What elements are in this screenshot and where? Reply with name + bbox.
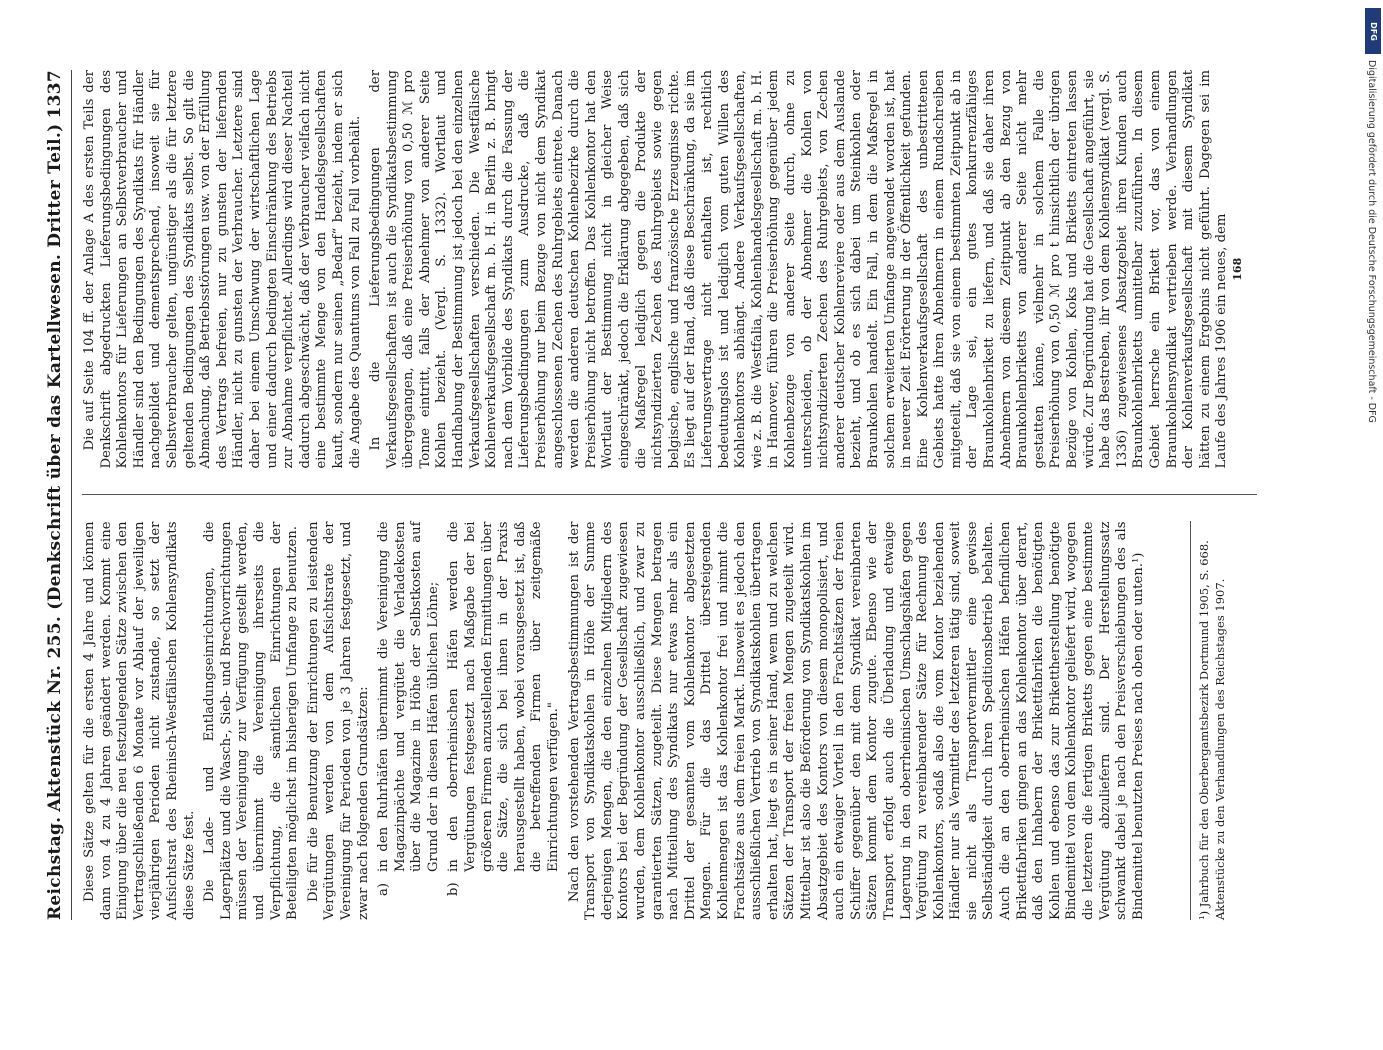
paragraph: Die auf Seite 104 ff. der Anlage A des ersten Teils der Denkschrift abgedruckten Lieferungsbedingungen des Kohlenkontors für Lieferungen an Selbstverbraucher und Händler sind den Bedingungen des Syndikats für Händler nachgebildet und dementsprechend, insoweit sie für Selbstverbraucher gelten, ungünstiger als die für letztere geltenden Bedingungen des Syndikats selbst. So gilt die Abmachung, daß Betriebsstörungen usw. von der Erfüllung des Vertrags befreien, nur zu gunsten der liefernden Händler, nicht zu gunsten der Verbraucher. Letztere sind daher bei einem Umschwung der wirtschaftlichen Lage und einer dadurch bedingten Einschränkung des Betriebs zur Abnahme verpflichtet. Allerdings wird dieser Nachteil dadurch abgeschwächt, daß der Verbraucher vielfach nicht eine bestimmte Menge von den Handelsgesellschaften kauft, sondern nur seinen „Bedarf“ bezieht, indem er sich die Angabe des Quantums von Fall zu Fall vorbehält. — [82, 70, 363, 469]
running-head — [45, 70, 72, 920]
footnote: ¹) Jahrbuch für den Oberbergamtsbezirk Dortmund 1905, S. 668. — [1197, 540, 1211, 920]
left-column — [82, 522, 1257, 921]
digitization-note-text: Digitalisierung gefördert durch die Deutsche Forschungsgemeinschaft - DFG — [1366, 60, 1377, 423]
paragraph: Die für die Benutzung der Einrichtungen zu leistenden Vergütungen werden von dem Aufsichtsrate der Vereinigung für Perioden von je 3 Jahren festgesetzt, und zwar nach folgenden Grundsätzen: — [305, 521, 371, 920]
list-item — [376, 522, 442, 897]
column-divider — [82, 495, 1257, 496]
page-number: 168 — [1231, 257, 1245, 281]
right-column — [82, 70, 1257, 469]
running-head-left: Reichstag. — [45, 816, 65, 920]
list-text: in den oberrheinischen Häfen werden die Vergütungen festgesetzt nach Maßgabe der bei größeren Firmen anzustellenden Ermittlungen über die Sätze, die sich bei ihnen in der Praxis herausgestellt haben, wobei vorausgesetzt ist, daß die betreffenden Firmen über zeitgemäße Einrichtungen verfügen." — [446, 521, 562, 872]
footnotes — [1190, 522, 1229, 921]
paragraph: Nach den vorstehenden Vertragsbestimmungen ist der Transport von Syndikatskohlen in Höhe der Summe derjenigen Mengen, die den einzelnen Mitgliedern des Kontors bei der Begründung der Gesellschaft zugewiesen wurden, dem Kohlenkontor ausschließlich, und zwar zu garantierten Sätzen, zugeteilt. Diese Mengen betragen nach Mitteilung des Syndikats nur etwas mehr als ein Drittel der gesamten vom Kohlenkontor abgesetzten Mengen. Für die das Drittel übersteigenden Kohlenmengen ist das Kohlenkontor frei und nimmt die Frachtsätze aus dem freien Markt. Insoweit es jedoch den ausschließlichen Vertrieb von Syndikatskohlen übertragen erhalten hat, liegt es in seiner Hand, wem und zu welchen Sätzen der Transport der freien Mengen zugeteilt wird. Mittelbar ist also die Beförderung von Syndikatskohlen im Absatzgebiet des Kontors von diesem monopolisiert, und auch ein etwaiger Vorteil in den Frachtsätzen der freien Schiffer gegenüber den mit dem Syndikat vereinbarten Sätzen kommt dem Kontor zugute. Ebenso wie der Transport erfolgt auch die Überladung und etwaige Lagerung in den oberrheinischen Umschlagshäfen gegen Vergütung zu vereinbarender Sätze für Rechnung des Kohlenkontors, sodaß also die vom Kontor beziehenden Händler nur als Vermittler des letzteren tätig sind, soweit sie nicht als Transportvermittler eine gewisse Selbständigkeit durch ihren Speditionsbetrieb behalten. Auch die an den oberrheinischen Häfen befindlichen Brikettfabriken gingen an das Kohlenkontor über derart, daß den Inhabern der Brikettfabriken die benötigten Kohlen und ebenso das zur Brikettherstellung benötigte Bindemittel von dem Kohlenkontor geliefert wird, wogegen die letzteren die fertigen Briketts gegen eine bestimmte Vergütung abzuliefern sind. Der Herstellungssatz schwankt dabei je nach den Preisverschiebungen des als Bindemittel benutzten Preises nach oben oder unten.¹) — [566, 521, 1146, 920]
running-head-title: Aktenstück Nr. 255. (Denkschrift über das Kartellwesen. Dritter Teil.) — [45, 123, 65, 812]
paragraph: Diese Sätze gelten für die ersten 4 Jahre und können dann von 4 zu 4 Jahren geändert werden. Kommt eine Einigung über die neu festzulegenden Sätze zwischen den Vertragschließenden 6 Monate vor Ablauf der jeweiligen vierjährigen Perioden nicht zustande, so setzt der Aufsichtsrat des Rheinisch-Westfälischen Kohlensyndikats diese Sätze fest. — [82, 521, 197, 920]
list-item — [446, 522, 562, 897]
document-page — [35, 50, 1325, 950]
list-marker: b) — [446, 882, 462, 896]
text-columns — [82, 70, 1257, 920]
list-marker: a) — [376, 882, 392, 896]
paragraph: In die Lieferungsbedingungen der Verkaufsgesellschaften ist auch die Syndikatsbestimmung übergegangen, daß eine Preiserhöhung von 0,50 ℳ pro Tonne eintritt, falls der Abnehmer von anderer Seite Kohlen bezieht. (Vergl. S. 1332). Wortlaut und Handhabung der Bestimmung ist jedoch bei den einzelnen Verkaufsgesellschaften verschieden. Die Westfälische Kohlenverkaufsgesellschaft m. b. H. in Berlin z. B. bringt nach dem Vorbilde des Syndikats durch die Fassung der Lieferungsbedingungen zum Ausdrucke, daß die Preiserhöhung nur beim Bezuge von nicht dem Syndikat angeschlossenen Zechen des Ruhrgebiets eintrete. Danach werden die anderen deutschen Kohlenbezirke durch die Preiserhöhung nicht betroffen. Das Kohlenkontor hat den Wortlaut der Bestimmung nicht in gleicher Weise eingeschränkt, jedoch die Erklärung abgegeben, daß sich die Maßregel lediglich gegen die Produkte der nichtsyndizierten Zechen des Ruhrgebiets sowie gegen belgische, englische und französische Erzeugnisse richte. Es liegt auf der Hand, daß diese Beschränkung, da sie im Lieferungsvertrage nicht enthalten ist, rechtlich bedeutungslos ist und lediglich vom guten Willen des Kohlenkontors abhängt. Andere Verkaufsgesellschaften, wie z. B. die Westfalia, Kohlenhandelsgesellschaft m. b. H. in Hannover, führen die Preiserhöhung gegenüber jedem Kohlenbezuge von anderer Seite durch, ohne zu unterscheiden, ob der Abnehmer die Kohlen von nichtsyndizierten Zechen des Ruhrgebiets, von Zechen anderer deutscher Kohlenreviere oder aus dem Auslande bezieht, und ob es sich dabei um Steinkohlen oder Braunkohlen handelt. Ein Fall, in dem die Maßregel in solchem erweiterten Umfange angewendet worden ist, hat in neuerer Zeit Erörterung in der Öffentlichkeit gefunden. Eine Kohlenverkaufsgesellschaft des unbestrittenen Gebiets hatte ihren Abnehmern in einem Rundschreiben mitgeteilt, daß sie von einem bestimmten Zeitpunkt ab in der Lage sei, ein gutes konkurrenzfähiges Braunkohlenbrikett zu liefern, und daß sie daher ihren Abnehmern von diesem Zeitpunkt ab den Bezug von Braunkohlenbriketts von anderer Seite nicht mehr gestatten könne, vielmehr in solchem Falle die Preiserhöhung von 0,50 ℳ pro t hinsichtlich der übrigen Bezüge von Kohlen, Koks und Briketts eintreten lassen würde. Zur Begründung hat die Gesellschaft angeführt, sie habe das Bestreben, ihr von dem Kohlensyndikat (vergl. S. 1336) zugewiesenes Absatzgebiet ihren Kunden auch Braunkohlenbriketts umnittelbar zuzuführen. In diesem Gebiet herrsche ein Brikett vor, das von einem Braunkohlensyndikat vertrieben werde. Verhandlungen der Kohlenverkaufsgesellschaft mit diesem Syndikat hätten zu einem Ergebnis nicht geführt. Dagegen sei im Laufe des Jahres 1906 ein neues, dem — [368, 70, 1230, 469]
list-text: in den Ruhrhäfen übernimmt die Vereinigung die Magazinpächte und vergütet die Verladekosten über die Magazine in Höhe der Selbstkosten auf Grund der in diesen Häfen üblichen Löhne; — [376, 521, 441, 872]
running-head-page: 1337 — [45, 70, 65, 119]
dfg-logo: DFG — [1365, 8, 1381, 54]
footer-source: Aktenstücke zu den Verhandlungen des Reichstages 1907. — [1213, 578, 1227, 920]
paragraph: Die Lade- und Entladungseinrichtungen, die Lagerplätze und die Wasch-, Sieb- und Brechvorrichtungen müssen der Vereinigung zur Verfügung gestellt werden, und übernimmt die Vereinigung ihrerseits die Verpflichtung, die sämtlichen Einrichtungen der Beteiligten möglichst im bisherigen Umfange zu benutzen. — [202, 521, 301, 920]
digitization-note — [1365, 60, 1379, 1050]
